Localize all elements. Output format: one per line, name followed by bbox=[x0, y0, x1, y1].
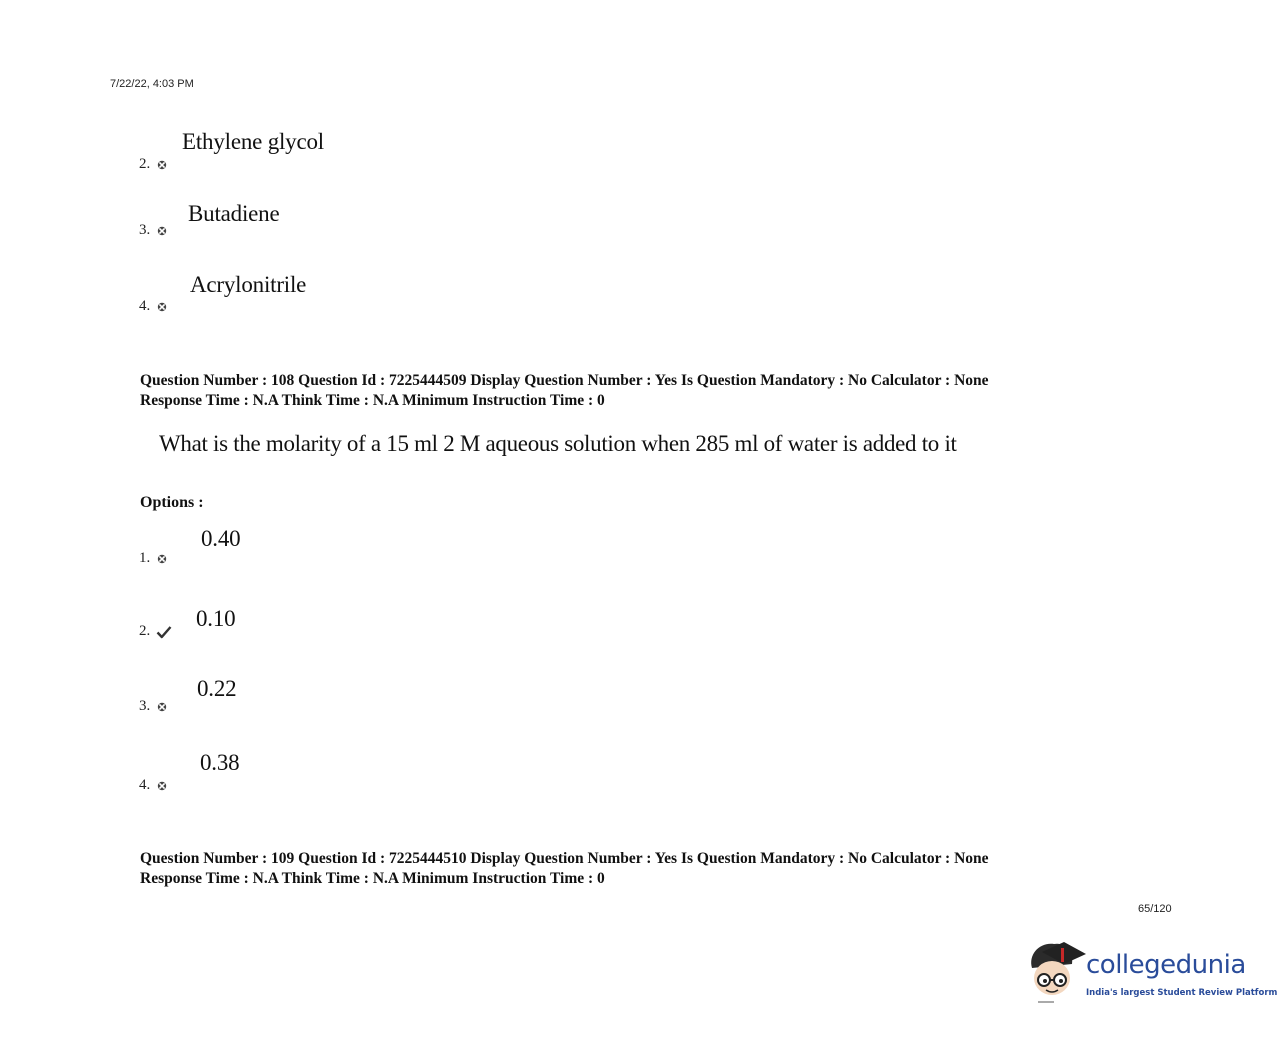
option-4-text: 0.38 bbox=[200, 750, 240, 775]
cross-mark-icon bbox=[156, 301, 168, 313]
option-2-text: 0.10 bbox=[196, 606, 236, 631]
prev-option-2-number: 2. bbox=[139, 156, 168, 173]
prev-option-2-text: Ethylene glycol bbox=[182, 129, 324, 154]
cross-mark-icon bbox=[156, 159, 168, 171]
option-3-number: 3. bbox=[139, 698, 168, 715]
prev-option-3-number: 3. bbox=[139, 222, 168, 239]
question-109-meta-line2: Response Time : N.A Think Time : N.A Minimum Instruction Time : 0 bbox=[140, 870, 605, 887]
question-108-meta bbox=[140, 371, 989, 411]
prev-option-4-number: 4. bbox=[139, 298, 168, 315]
question-108-text: What is the molarity of a 15 ml 2 M aqueous solution when 285 ml of water is added to it bbox=[159, 431, 957, 456]
cross-mark-icon bbox=[156, 701, 168, 713]
prev-option-4-text: Acrylonitrile bbox=[190, 272, 307, 297]
page-number: 65/120 bbox=[1138, 903, 1172, 915]
option-3-text: 0.22 bbox=[197, 676, 237, 701]
option-1-text: 0.40 bbox=[201, 526, 241, 551]
option-4-number: 4. bbox=[139, 777, 168, 794]
question-109-meta bbox=[140, 849, 989, 889]
cross-mark-icon bbox=[156, 780, 168, 792]
check-mark-icon bbox=[156, 625, 172, 639]
cross-mark-icon bbox=[156, 553, 168, 565]
question-108-meta-line1: Question Number : 108 Question Id : 7225444509 Display Question Number : Yes Is Question Mandatory : No Calculator : None bbox=[140, 372, 989, 389]
option-1-number: 1. bbox=[139, 550, 168, 567]
option-2-number: 2. bbox=[139, 623, 172, 640]
question-109-meta-line1: Question Number : 109 Question Id : 7225444510 Display Question Number : Yes Is Question Mandatory : No Calculator : None bbox=[140, 850, 989, 867]
print-timestamp: 7/22/22, 4:03 PM bbox=[110, 78, 194, 90]
collegedunia-logo-text: collegedunia bbox=[1086, 950, 1246, 980]
options-label: Options : bbox=[140, 494, 204, 511]
question-108-meta-line2: Response Time : N.A Think Time : N.A Minimum Instruction Time : 0 bbox=[140, 392, 605, 409]
prev-option-3-text: Butadiene bbox=[188, 201, 280, 226]
cross-mark-icon bbox=[156, 225, 168, 237]
collegedunia-mascot-icon bbox=[1024, 938, 1088, 1010]
collegedunia-tagline: India's largest Student Review Platform bbox=[1086, 988, 1278, 998]
